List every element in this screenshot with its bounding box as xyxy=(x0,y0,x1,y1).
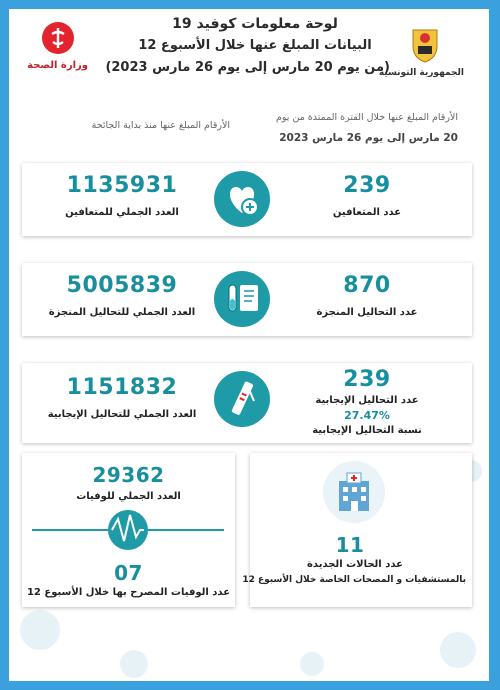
weekly-section-dates: 20 مارس إلى يوم 26 مارس 2023 xyxy=(279,132,458,144)
hospital-icon xyxy=(323,461,385,523)
header-title: لوحة معلومات كوفيد 19 xyxy=(172,16,338,32)
deaths-total-label: العدد الجملي للوفيات xyxy=(76,491,181,502)
hospital-admissions-value: 11 xyxy=(335,533,365,557)
positives-week-value: 239 xyxy=(343,367,391,392)
deaths-week-label: عدد الوفيات المصرح بها خلال الأسبوع 12 xyxy=(26,587,231,598)
recoveries-card xyxy=(22,163,472,236)
positivity-rate-label: نسبة التحاليل الإيجابية xyxy=(312,425,422,436)
ministry-name: وزارة الصحة xyxy=(27,60,88,71)
deaths-total-value: 29362 xyxy=(92,463,165,487)
deaths-week-value: 07 xyxy=(114,561,143,585)
recoveries-total-value: 1135931 xyxy=(66,173,178,198)
rapid-test-icon xyxy=(214,371,270,427)
republic-emblem-icon xyxy=(410,26,440,64)
hospital-admissions-sublabel: بالمستشفيات و المصحات الخاصة خلال الأسبوع 12 xyxy=(242,575,466,585)
recoveries-total-label: العدد الجملي للمتعافين xyxy=(65,207,179,218)
positives-card xyxy=(22,363,472,443)
recoveries-week-value: 239 xyxy=(343,173,391,198)
republic-name: الجمهورية التونسية xyxy=(378,68,464,78)
hospital-admissions-label: عدد الحالات الجديدة xyxy=(307,559,403,570)
weekly-section-subtitle: الأرقام المبلغ عنها خلال الفترة الممتدة من يوم xyxy=(276,112,458,123)
positivity-rate-value: 27.47% xyxy=(344,409,390,422)
heartbeat-icon xyxy=(28,509,228,551)
test-tube-icon xyxy=(214,271,270,327)
heart-plus-icon xyxy=(214,171,270,227)
positives-total-label: العدد الجملي للتحاليل الإيجابية xyxy=(47,409,197,420)
tests-total-value: 5005839 xyxy=(66,273,178,298)
cumulative-section-subtitle: الأرقام المبلغ عنها منذ بداية الجائحة xyxy=(91,120,230,131)
recoveries-week-label: عدد المتعافين xyxy=(332,207,402,218)
tests-card xyxy=(22,263,472,336)
header-subtitle: البيانات المبلغ عنها خلال الأسبوع 12 xyxy=(138,38,372,53)
deaths-card xyxy=(22,453,235,607)
positives-week-label: عدد التحاليل الإيجابية xyxy=(315,395,419,406)
positives-total-value: 1151832 xyxy=(66,375,178,400)
tests-week-label: عدد التحاليل المنجزة xyxy=(316,307,418,318)
tests-total-label: العدد الجملي للتحاليل المنجزة xyxy=(48,307,196,318)
tests-week-value: 870 xyxy=(343,273,391,298)
hospital-card xyxy=(242,453,472,607)
header-date-range: (من يوم 20 مارس إلى يوم 26 مارس 2023) xyxy=(105,60,390,75)
ministry-logo-icon xyxy=(42,22,74,54)
